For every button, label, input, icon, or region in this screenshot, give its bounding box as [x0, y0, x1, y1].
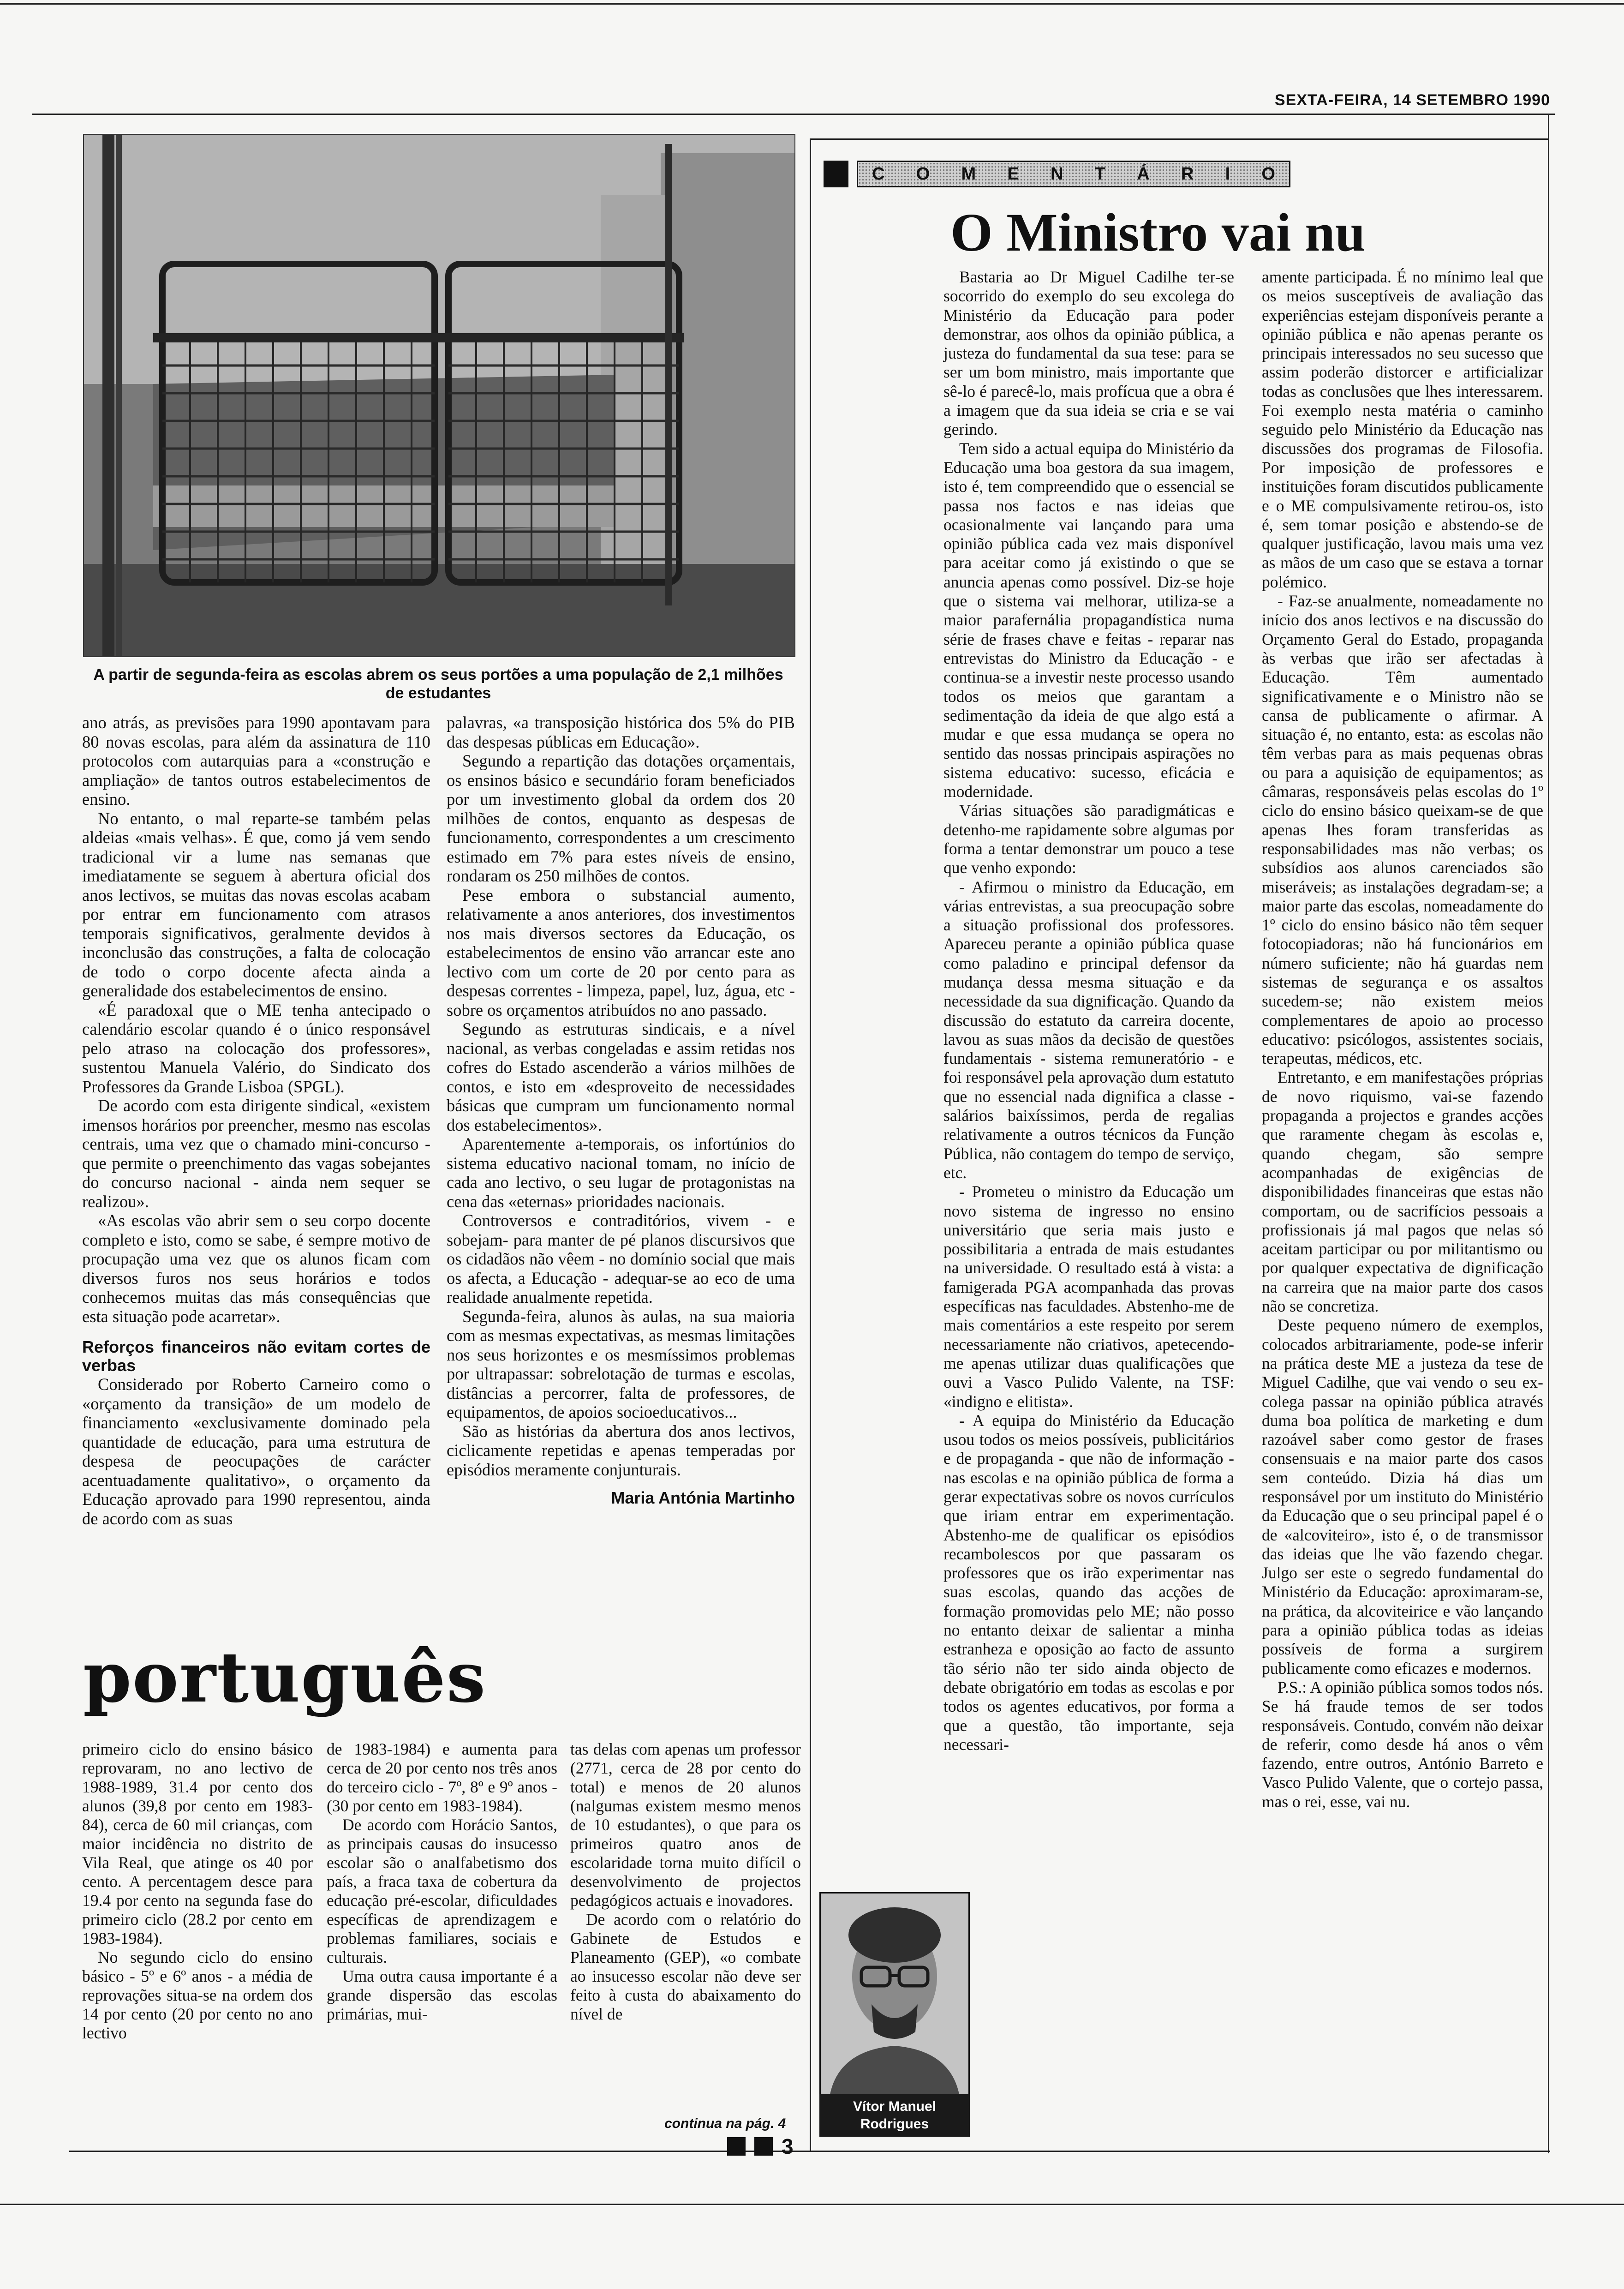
label-letter: T [1094, 164, 1105, 184]
paragraph: - Afirmou o ministro da Educação, em várias entrevistas, a sua preocupação sobre a situação profissional dos professores. Apareceu perante a opinião pública quase como paladino e principal defensor da mudança dessa mesma situação e da necessidade da sua dignificação. Quando da discussão do estatuto da carreira docente, lavou as suas mãos da decisão de questões fundamentais - sistema remuneratório - e foi responsável pela aprovação dum estatuto que no essencial nada dignifica a classe - salários baixíssimos, perda de regalias relativamente a outros técnicos da Função Pública, não contagem do tempo de serviço, etc. [943, 877, 1234, 1182]
label-letter: E [1007, 164, 1019, 184]
paragraph: P.S.: A opinião pública somos todos nós. Se há fraude temos de ser todos responsáveis. Contudo, convém não deixar de referir, como desde há anos o vêm fazendo, entre outros, António Barreto e Vasco Pulido Valente, que o cortejo passa, mas o rei, esse, vai nu. [1262, 1678, 1543, 1811]
top-border [0, 3, 1624, 5]
paragraph: Pese embora o substancial aumento, relativamente a anos anteriores, dos investimentos nos mais diversos sectores da Educação, os estabelecimentos de ensino vão arrancar este ano lectivo com um corte de 20 por cento para as despesas correntes - limpeza, papel, luz, água, etc - sobre os orçamentos atribuídos no ano passado. [447, 885, 795, 1019]
headline-word: português [83, 1637, 487, 1718]
paragraph: No entanto, o mal reparte-se também pelas aldeias «mais velhas». É que, como já vem sendo tradicional vir a lume nas semanas que imediatamente se seguem à abertura oficial dos anos lectivos, se muitas das novas escolas acabam por entrar em funcionamento com atrasos temporais significativos, geralmente devidos à inconclusão das construções, a falta de colocação de todo o corpo docente afecta ainda a generalidade dos estabelecimentos de ensino. [82, 809, 430, 1000]
page-number-text: 3 [781, 2134, 794, 2158]
paragraph: «É paradoxal que o ME tenha antecipado o calendário escolar quando é o único responsável pelo atraso na colocação dos professores», sustentou Manuela Valério, do Sindicato dos Professores da Grande Lisboa (SPGL). [82, 1000, 430, 1096]
label-letter: I [1225, 164, 1230, 184]
second-article-col3 [570, 1740, 801, 2024]
comentario-label [824, 161, 1290, 187]
label-letter: N [1051, 164, 1063, 184]
byline: Maria Antónia Martinho [611, 1488, 795, 1507]
label-letter: R [1181, 164, 1194, 184]
paragraph: de 1983-1984) e aumenta para cerca de 20 por cento nos três anos do terceiro ciclo - 7º, 8º e 9º anos - (30 por cento em 1983-1984). [327, 1740, 557, 1815]
paragraph: palavras, «a transposição histórica dos 5% do PIB das despesas públicas em Educação». [447, 713, 795, 751]
paragraph: Bastaria ao Dr Miguel Cadilhe ter-se socorrido do exemplo do seu excolega do Ministério da Educação para poder demonstrar, aos olhos da opinião pública, a justeza do fundamental da sua tese: para se ser um bom ministro, mais importante que sê-lo é parecê-lo, mais profícua que a obra é a imagem que da sua ideia se cria e se vai gerindo. [943, 268, 1234, 439]
main-article-col2 [447, 713, 795, 1508]
paragraph: - A equipa do Ministério da Educação usou todos os meios possíveis, publicitários e de propaganda - que não de informação - nas escolas e na opinião pública de forma a gerar expectativas sobre os novos currículos que iriam entrar em experimentação. Abstenho-me de qualificar os episódios recambolescos por que passaram os professores que os irão experimentar nas suas escolas, quando das acções de formação promovidas pelo ME; não posso no entanto deixar de salientar a minha estranheza e oposição ao facto de assunto tão sério não ter sido ainda objecto de debate obrigatório em todas as escolas e por todos os agentes educativos, por forma a que a questão, tão importante, seja necessari- [943, 1411, 1234, 1754]
subheading: Reforços financeiros não evitam cortes de verbas [82, 1337, 430, 1375]
main-article-col1 [82, 713, 430, 1528]
page-logo-icon [754, 2137, 773, 2156]
paragraph: No segundo ciclo do ensino básico - 5º e 6º anos - a média de reprovações situa-se na ordem dos 14 por cento (20 por cento no ano lectivo [82, 1948, 313, 2042]
bottom-border [0, 2204, 1624, 2205]
label-text [857, 161, 1290, 187]
author-caption: Vítor Manuel Rodrigues [819, 2094, 970, 2137]
paragraph: primeiro ciclo do ensino básico reprovaram, no ano lectivo de 1988-1989, 31.4 por cento dos alunos (39,8 por cento em 1983-84), cerca de 60 mil crianças, com maior incidência no distrito de Vila Real, que atinge os 40 por cento. A percentagem desce para 19.4 por cento na segunda fase do primeiro ciclo (28.2 por cento em 1983-1984). [82, 1740, 313, 1947]
page-number [714, 2132, 806, 2160]
paragraph: Uma outra causa importante é a grande dispersão das escolas primárias, mui- [327, 1967, 557, 2023]
paragraph: Várias situações são paradigmáticas e detenho-me rapidamente sobre algumas por forma a tentar demonstrar um pouco a tese que venho expondo: [943, 801, 1234, 877]
photo-caption: A partir de segunda-feira as escolas abrem os seus portões a uma população de 2,1 milhões de estudantes [93, 666, 783, 702]
header-rule [32, 114, 1555, 115]
paragraph: - Prometeu o ministro da Educação um novo sistema de ingresso no ensino universitário que seria mais justo e possibilitaria a entrada de mais estudantes na universidade. O resultado está à vista: a famigerada PGA acompanhada das provas específicas nas faculdades. Abstenho-me de mais comentários a este respeito por serem necessariamente não criativos, apetecendo-me apenas utilizar duas qualificações que ouvi a Vasco Pulido Valente, na TSF: «indigno e elitista». [943, 1182, 1234, 1411]
dateline: SEXTA-FEIRA, 14 SETEMBRO 1990 [1274, 91, 1550, 109]
paragraph: De acordo com Horácio Santos, as principais causas do insucesso escolar são o analfabetismo dos país, a fraca taxa de cobertura da educação pré-escolar, dificuldades específicas de aprendizagem e problemas familiares, sociais e culturais. [327, 1816, 557, 1966]
paragraph: tas delas com apenas um professor (2771, cerca de 28 por cento do total) e menos de 20 alunos (nalgumas existem mesmo menos de 10 estudantes), o que para os primeiros quatro anos de escolaridade torna muito difícil o desenvolvimento de projectos pedagógicos actuais e inovadores. [570, 1740, 801, 1910]
author-portrait [819, 1892, 970, 2096]
commentary-col1 [943, 268, 1234, 1754]
page-logo-icon [727, 2137, 746, 2156]
paragraph: Aparentemente a-temporais, os infortúnios do sistema educativo nacional tomam, no início de cada ano lectivo, o seu lugar de protagonistas na cena das «eternas» prioridades nacionais. [447, 1134, 795, 1211]
right-frame-rule [1548, 114, 1549, 2153]
paragraph: - Faz-se anualmente, nomeadamente no início dos anos lectivos e na discussão do Orçamento Geral do Estado, propaganda às verbas que irão ser afectadas à Educação. Têm aumentado significativamente e o Ministro não se cansa de publicamente o afirmar. A situação é, no entanto, esta: as escolas não têm verbas para as mais pequenas obras ou para a aquisição de equipamentos; as câmaras, responsáveis pelas escolas do 1º ciclo do ensino básico queixam-se de que apenas lhes foram transferidas as responsabilidades mas não verbas; os subsídios aos alunos carenciados são miseráveis; as instalações degradam-se; a maior parte das escolas, nomeadamente do 1º ciclo do ensino básico não têm sequer fotocopiadoras; não há funcionários em número suficiente; não há guardas nem sistemas de segurança e os assaltos sucedem-se; não existem meios complementares de apoio ao processo educativo: psicólogos, assistentes sociais, terapeutas, médicos, etc. [1262, 592, 1543, 1068]
paragraph: Segundo as estruturas sindicais, e a nível nacional, as verbas congeladas e assim retidas nos cofres do Estado ascenderão a vários milhões de contos, e isto em «desproveito de necessidades básicas que cumpram um funcionamento normal dos estabelecimentos». [447, 1019, 795, 1134]
label-letter: C [872, 164, 885, 184]
commentary-title: O Ministro vai nu [950, 202, 1366, 263]
label-block [824, 161, 848, 187]
paragraph: Segundo a repartição das dotações orçamentais, os ensinos básico e secundário foram beneficiados por um investimento global da ordem dos 20 milhões de contos, enquanto as despesas de funcionamento, correspondentes a um crescimento estimado em 7% para estes níveis de ensino, rondaram os 250 milhões de contos. [447, 751, 795, 885]
paragraph: São as histórias da abertura dos anos lectivos, ciclicamente repetidas e apenas temperadas por episódios meramente conjunturais. [447, 1421, 795, 1479]
commentary-col2 [1262, 268, 1543, 1811]
label-letter: Á [1137, 164, 1150, 184]
paragraph: Segunda-feira, alunos às aulas, na sua maioria com as mesmas expectativas, as mesmas limitações nos seus horizontes e os mesmíssimos problemas por ultrapassar: sobrelotação de turmas e escolas, distâncias a percorrer, falta de professores, de equipamentos, de apoios socioeducativos... [447, 1306, 795, 1421]
second-article-col2 [327, 1740, 557, 2024]
paragraph: Considerado por Roberto Carneiro como o «orçamento da transição» de um modelo de financiamento «exclusivamente dominado pela quantidade de educação, para uma estrutura de despesa de peocupações de carácter acentuadamente qualitativo», o orçamento da Educação aprovado para 1990 representou, ainda de acordo com as suas [82, 1375, 430, 1528]
paragraph: ano atrás, as previsões para 1990 apontavam para 80 novas escolas, para além da assinatura de 110 protocolos com autarquias para a «construção e ampliação» de tantos outros estabelecimentos de ensino. [82, 713, 430, 809]
paragraph: Tem sido a actual equipa do Ministério da Educação uma boa gestora da sua imagem, isto é, tem compreendido que o essencial se passa nos factos e nas ideias que ocasionalmente vai lançando para uma opinião pública cada vez mais disponível para aceitar como já existindo o que se anuncia apenas como possível. Diz-se hoje que o sistema vai melhorar, utiliza-se a maior parafernália propagandística numa série de frases chave e feitas - reparar nas entrevistas do Ministro da Educação - e continua-se a investir neste processo usando todos os meios que garantam a sedimentação da ideia de que algo está a mudar e que essa mudança se opera no sentido das nossas principais aspirações no sistema educativo: sucesso, eficácia e modernidade. [943, 439, 1234, 801]
commentary-frame-top [810, 138, 1548, 140]
label-letter: M [961, 164, 976, 184]
paragraph: Deste pequeno número de exemplos, colocados arbitrariamente, pode-se inferir na prática deste ME a justeza da tese de Miguel Cadilhe, que vai vendo o seu ex-colega passar na opinião pública através duma boa política de marketing e dum razoável saber como gestor de frases consensuais e na maior parte dos casos sem conteúdo. Dizia há dias um responsável por um instituto do Ministério da Educação que o seu principal papel é o de «alcoviteiro», isto é, o de transmissor das ideias que lhe vão fazendo chegar. Julgo ser este o segredo fundamental do Ministério da Educação: aproximaram-se, na prática, da alcoviteirice e vão lançando para a opinião pública todas as ideias possíveis de forma a surgirem publicamente como eficazes e modernos. [1262, 1316, 1543, 1678]
label-letter: O [1261, 164, 1275, 184]
paragraph: Controversos e contraditórios, vivem - e sobejam- para manter de pé planos discursivos que os cidadãos não vêem - no domínio social que mais os afecta, a Educação - adequar-se ao eco de uma realidade anualmente repetida. [447, 1211, 795, 1306]
footer-rule [69, 2151, 1550, 2152]
school-gate-photo [83, 134, 795, 657]
second-article-col1 [82, 1740, 313, 2043]
commentary-frame-left [810, 138, 811, 2151]
paragraph: Entretanto, e em manifestações próprias de novo riquismo, vai-se fazendo propaganda a projectos e grandes acções que raramente chegam às escolas e, quando chegam, são sempre acompanhadas de exigências de disponibilidades financeiras que estas não comportam, ou de sacrifícios pessoais a profissionais já mal pagos que nelas só aceitam participar ou por militantismo ou por qualquer expectativa de dignificação na carreira que na maior parte dos casos não se concretiza. [1262, 1068, 1543, 1316]
paragraph: De acordo com o relatório do Gabinete de Estudos e Planeamento (GEP), «o combate ao insucesso escolar não deve ser feito à custa do abaixamento do nível de [570, 1910, 801, 2023]
paragraph: «As escolas vão abrir sem o seu corpo docente completo e isto, como se sabe, é sempre motivo de procupação uma vez que os alunos ficam com diversos furos nos seus horários e todos conhecemos muitas das más consequências que esta situação pode acarretar». [82, 1211, 430, 1326]
paragraph: De acordo com esta dirigente sindical, «existem imensos horários por preencher, mesmo nas escolas centrais, uma vez que o chamado mini-concurso - que permite o preenchimento das vagas sobejantes do concurso nacional - ainda nem sequer se realizou». [82, 1096, 430, 1211]
label-letter: O [916, 164, 930, 184]
paragraph: amente participada. É no mínimo leal que os meios susceptíveis de avaliação das experiências estejam disponíveis perante a opinião pública e não apenas perante os principais interessados no seu sucesso que assim poderão distorcer e artificializar todas as conclusões que lhes interessarem. Foi exemplo nesta matéria o caminho seguido pelo Ministério da Educação nas discussões dos programas de Filosofia. Por imposição de professores e instituições foram discutidos publicamente e o ME compulsivamente retirou-os, isto é, sem tomar posição e abstendo-se de qualquer justificação, lavou mais uma vez as mãos de um caso que se estava a tornar polémico. [1262, 268, 1543, 591]
continua-link[interactable]: continua na pág. 4 [664, 2116, 786, 2131]
